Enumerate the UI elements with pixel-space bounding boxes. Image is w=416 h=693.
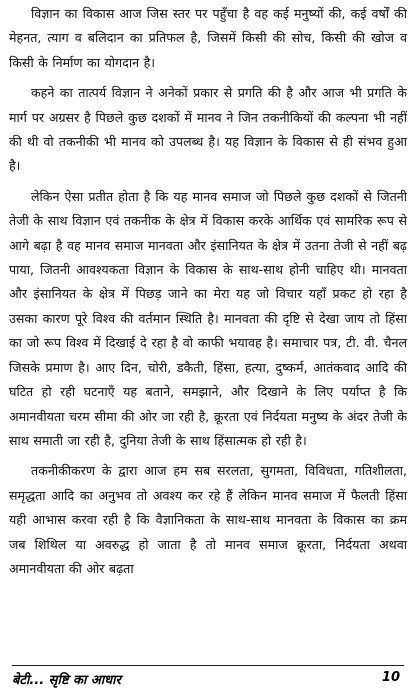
paragraph-4: तकनीकीकरण के द्वारा आज हम सब सरलता, सुगमता, विविधता, गतिशीलता, समृद्धता आदि का अनुभव तो अवश्य कर रहे हैं लेकिन मानव समाज में फैलती हिंसा यही आभास करवा रही है कि वैज्ञानिकता के साथ-साथ मानवता के विकास का क्रम जब शिथिल या अवरुद्ध हो जाता है तो मानव समाज क्रूरता, निर्दयता अथवा अमानवीयता की ओर बढ़ता [9,463,407,576]
page-number: 10 [381,670,400,685]
paragraph-3: लेकिन ऐसा प्रतीत होता है कि यह मानव समाज जो पिछले कुछ दशकों से जितनी तेजी के साथ विज्ञान एवं तकनीक के क्षेत्र में विकास करके आर्थिक एवं सामरिक रूप से आगे बढ़ा है वह मानव समाज मानवता और इंसानियत के क्षेत्र में उतना तेजी से नहीं बढ़ पाया, जितनी आवश्यकता विज्ञान के विकास के साथ-साथ होनी चाहिए थी। मानवता और इंसानियत के क्षेत्र में पिछड़ जाने का मेरा यह जो विचार यहाँ प्रकट हो रहा है उसका कारण पूरे विश्व की वर्तमान स्थिति है। मानवता की दृष्टि से देखा जाय तो हिंसा का जो रूप विश्व में दिखाई दे रहा है वो काफी भयावह है। समाचार पत्र, टी. वी. चैनल जिसके प्रमाण है। आए दिन, चोरी, डकैती, हिंसा, हत्या, दुष्कर्म, आतंकवाद आदि की घटित हो रही घटनाएँ यह बताने, समझाने, और दिखाने के लिए पर्याप्त है कि अमानवीयता चरम सीमा की ओर जा रही है, क्रूरता एवं निर्दयता मनुष्य के अंदर तेजी के साथ समाती जा रही है, दुनिया तेजी के साथ हिंसात्मक हो रही है। [9,188,407,448]
book-title: बेटी... सृष्टि का आधार [12,673,121,688]
page-footer [12,665,404,691]
paragraph-2: कहने का तात्पर्य विज्ञान ने अनेकों प्रकार से प्रगति की है और आज भी प्रगति के मार्ग पर अग्रसर है पिछले कुछ दशकों में मानव ने जिन तकनीकियों की कल्पना भी नहीं की थी वो तकनीकी भी मानव को उपलब्ध है। यह विज्ञान के विकास से ही संभव हुआ है। [9,85,407,174]
paragraph-1: विज्ञान का विकास आज जिस स्तर पर पहुँचा है वह कई मनुष्यों की, कई वर्षों की मेहनत, त्याग व बलिदान का प्रतिफल है, जिसमें किसी की सोच, किसी की खोज व किसी के निर्माण का योगदान है। [9,6,407,70]
footer-divider [12,665,404,666]
